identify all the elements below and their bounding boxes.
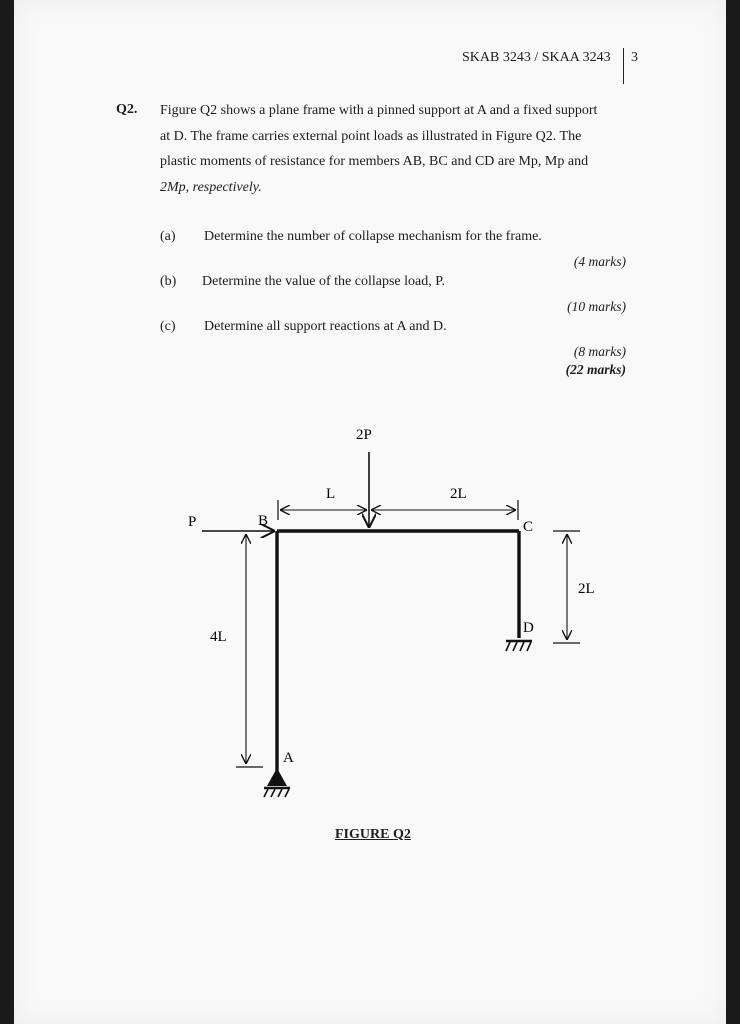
- label-node-A: A: [283, 750, 294, 766]
- part-b-marks: (10 marks): [567, 299, 626, 314]
- part-b-text: Determine the value of the collapse load, P.: [202, 274, 445, 289]
- question-line: 2Mp, respectively.: [160, 179, 262, 195]
- label-2P: 2P: [356, 427, 372, 443]
- question-number: Q2.: [116, 102, 138, 117]
- part-a-marks: (4 marks): [573, 254, 626, 269]
- part-c-marks: (8 marks): [573, 344, 626, 359]
- question-line: plastic moments of resistance for members AB, BC and CD are Mp, Mp and: [160, 154, 589, 169]
- total-marks: (22 marks): [565, 362, 626, 377]
- part-a-label: (a): [160, 229, 176, 244]
- label-4L: 4L: [210, 629, 227, 645]
- question-line: at D. The frame carries external point loads as illustrated in Figure Q2. The: [160, 128, 582, 144]
- pin-support-A: [267, 768, 287, 786]
- document-page: [14, 0, 726, 1024]
- part-c-text: Determine all support reactions at A and D.: [204, 319, 447, 334]
- part-c-label: (c): [160, 319, 176, 334]
- label-node-D: D: [523, 620, 534, 636]
- label-P: P: [188, 514, 197, 530]
- figure-caption: FIGURE Q2: [335, 827, 411, 842]
- label-node-B: B: [258, 513, 269, 529]
- part-b-label: (b): [160, 274, 177, 289]
- course-code: SKAB 3243 / SKAA 3243: [462, 50, 611, 65]
- label-node-C: C: [523, 519, 534, 535]
- page-number: 3: [631, 50, 638, 65]
- ground-hatch-D: [506, 642, 531, 651]
- label-L: L: [326, 486, 336, 502]
- frame-figure: [14, 0, 726, 1024]
- label-2L-top: 2L: [450, 486, 467, 502]
- part-a-text: Determine the number of collapse mechanism for the frame.: [204, 229, 542, 244]
- question-line: Figure Q2 shows a plane frame with a pinned support at A and a fixed support: [160, 103, 598, 118]
- label-2L-right: 2L: [578, 581, 595, 597]
- ground-hatch-A: [264, 789, 289, 797]
